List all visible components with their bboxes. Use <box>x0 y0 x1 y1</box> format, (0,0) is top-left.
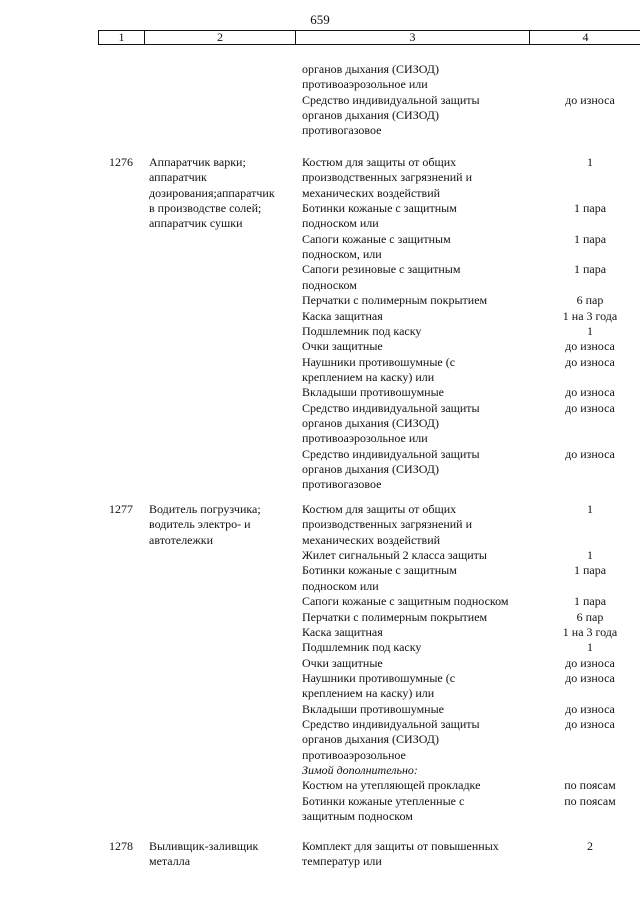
quantity: 6 пар <box>576 293 604 308</box>
item-line: противогазовое <box>302 477 382 492</box>
profession-name: дозирования;аппаратчик <box>149 185 275 200</box>
item-line: Средство индивидуальной защиты <box>302 716 480 731</box>
profession-name: водитель электро- и <box>149 517 251 532</box>
quantity: до износа <box>565 385 615 400</box>
item-line: органов дыхания (СИЗОД) <box>302 416 439 430</box>
quantity: до износа <box>565 655 615 670</box>
item-line: производственных загрязнений и <box>302 170 473 185</box>
item-line: Перчатки с полимерным покрытием <box>302 609 488 624</box>
item-line: Очки защитные <box>302 655 383 670</box>
item-line: Ботинки кожаные утепленные с <box>302 793 465 808</box>
quantity: 1 пара <box>573 563 607 578</box>
item-line: Вкладыши противошумные <box>302 701 444 716</box>
quantity: 1 <box>587 640 593 655</box>
item-line: органов дыхания (СИЗОД) <box>302 62 439 76</box>
quantity: 1 <box>587 502 593 516</box>
header-col-4: 4 <box>582 30 589 44</box>
item-line: Наушники противошумные (с <box>302 670 456 685</box>
profession-name: металла <box>149 854 191 869</box>
quantity: 1 <box>587 155 593 169</box>
quantity: 1 пара <box>573 201 607 215</box>
item-line: креплением на каску) или <box>302 369 435 384</box>
item-line: Костюм на утепляющей прокладке <box>302 778 481 793</box>
table-header <box>98 30 640 45</box>
header-col-3: 3 <box>409 30 416 44</box>
item-line: противоаэрозольное <box>302 747 406 762</box>
item-line: защитным подноском <box>302 809 413 823</box>
item-line: Наушники противошумные (с <box>302 354 456 369</box>
quantity: 6 пар <box>576 609 604 624</box>
item-line: Подшлемник под каску <box>302 323 422 338</box>
item-line: Сапоги кожаные с защитным подноском <box>302 594 509 609</box>
quantity: до износа <box>565 92 615 107</box>
entry-number: 1277 <box>109 502 133 516</box>
item-line: Костюм для защиты от общих <box>302 502 457 516</box>
quantity: 1 <box>587 548 593 563</box>
quantity: до износа <box>565 354 615 369</box>
quantity: 2 <box>587 839 593 853</box>
item-line: подноском или <box>302 578 379 593</box>
profession-name: в производстве солей; <box>149 201 262 216</box>
item-line: креплением на каску) или <box>302 686 435 701</box>
quantity: по поясам <box>564 793 616 808</box>
item-line: механических воздействий <box>302 532 441 547</box>
profession-name: Аппаратчик варки; <box>149 155 246 169</box>
item-line: механических воздействий <box>302 185 441 200</box>
item-line: Костюм для защиты от общих <box>302 155 457 169</box>
item-line: противоаэрозольное или <box>302 77 428 92</box>
quantity: до износа <box>565 716 615 731</box>
item-line: Средство индивидуальной защиты <box>302 400 480 415</box>
quantity: 1 пара <box>573 262 607 277</box>
item-line: Очки защитные <box>302 339 383 354</box>
quantity: 1 <box>587 323 593 338</box>
item-line: подноском <box>302 277 357 292</box>
profession-name: Водитель погрузчика; <box>149 502 261 516</box>
quantity: до износа <box>565 446 615 461</box>
item-line: Подшлемник под каску <box>302 640 422 655</box>
item-line: подноском, или <box>302 247 382 262</box>
profession-name: аппаратчик <box>149 170 207 185</box>
item-line: Комплект для защиты от повышенных <box>302 839 499 853</box>
quantity: 1 на 3 года <box>562 308 618 323</box>
quantity: до износа <box>565 670 615 685</box>
quantity: 1 пара <box>573 231 607 246</box>
item-line: органов дыхания (СИЗОД) <box>302 732 439 747</box>
item-line: органов дыхания (СИЗОД) <box>302 108 439 122</box>
quantity: по поясам <box>564 778 616 793</box>
item-line: температур или <box>302 854 382 869</box>
header-col-1: 1 <box>118 30 125 44</box>
item-line: производственных загрязнений и <box>302 517 473 532</box>
entry-number: 1278 <box>109 839 133 853</box>
item-line: Перчатки с полимерным покрытием <box>302 293 488 308</box>
item-line: Сапоги кожаные с защитным <box>302 231 451 246</box>
item-line: Средство индивидуальной защиты <box>302 446 480 461</box>
item-line: противогазовое <box>302 123 382 138</box>
item-line: Ботинки кожаные с защитным <box>302 563 457 578</box>
header-col-2: 2 <box>217 30 223 44</box>
profession-name: аппаратчик сушки <box>149 216 243 231</box>
item-line: Ботинки кожаные с защитным <box>302 201 457 215</box>
quantity: до износа <box>565 400 615 415</box>
profession-name: автотележки <box>149 532 214 547</box>
item-line: подноском или <box>302 216 379 231</box>
item-line: Каска защитная <box>302 308 383 323</box>
quantity: 1 на 3 года <box>562 624 618 639</box>
quantity: до износа <box>565 701 615 716</box>
item-line: Жилет сигнальный 2 класса защиты <box>302 548 487 563</box>
item-line: Средство индивидуальной защиты <box>302 92 480 107</box>
item-line: органов дыхания (СИЗОД) <box>302 462 439 476</box>
item-line: Зимой дополнительно: <box>302 763 418 777</box>
item-line: Каска защитная <box>302 624 383 639</box>
page-number: 659 <box>310 12 330 27</box>
profession-name: Выливщик-заливщик <box>149 839 259 853</box>
item-line: Вкладыши противошумные <box>302 385 444 400</box>
item-line: Сапоги резиновые с защитным <box>302 262 461 277</box>
quantity: до износа <box>565 339 615 354</box>
quantity: 1 пара <box>573 594 607 609</box>
entry-number: 1276 <box>109 155 133 169</box>
item-line: противоаэрозольное или <box>302 431 428 446</box>
